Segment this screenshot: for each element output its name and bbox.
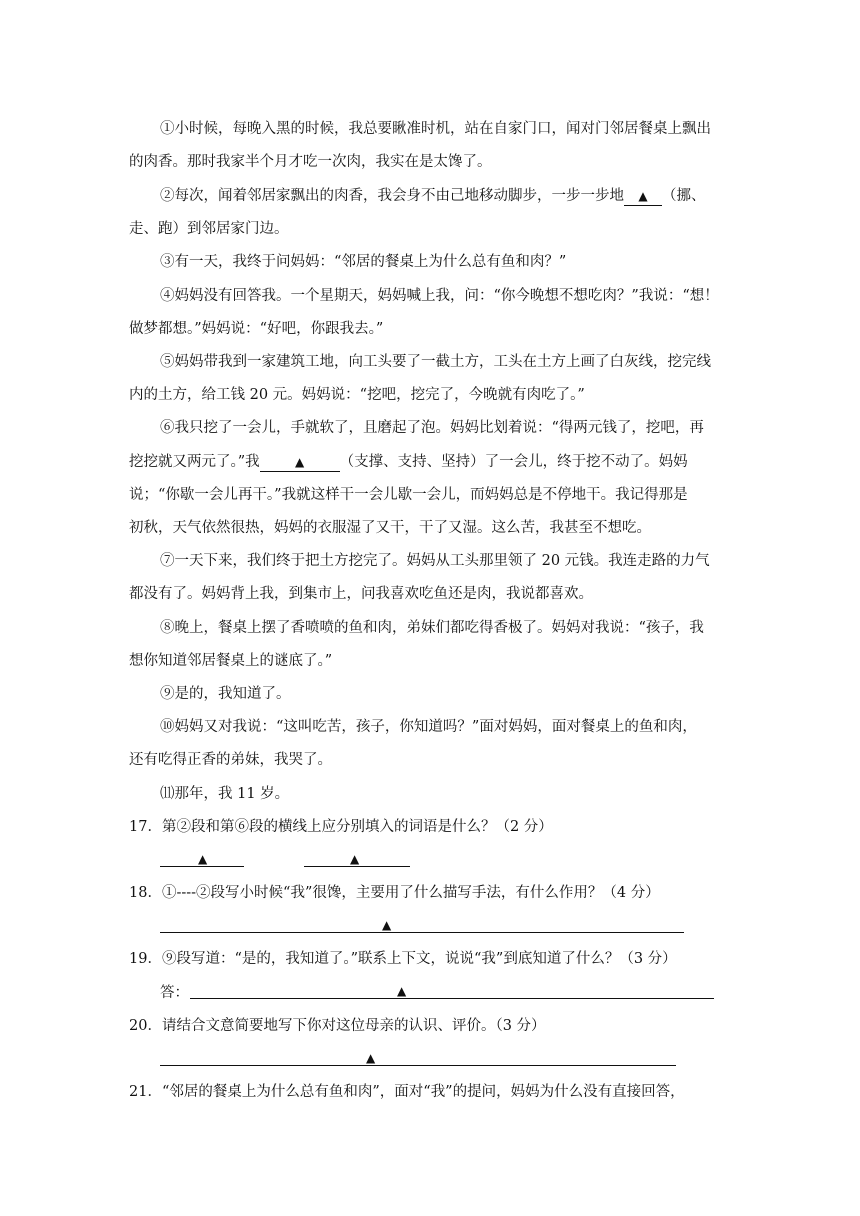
question-18: 18．①----②段写小时候“我”很馋，主要用了什么描写手法，有什么作用？（4 分）	[129, 885, 660, 901]
paragraph-11: ⑾那年，我 11 岁。	[160, 786, 290, 802]
paragraph-1-line-2: 的肉香。那时我家半个月才吃一次肉，我实在是太馋了。	[129, 154, 492, 170]
triangle-marker: ▲	[350, 852, 360, 866]
triangle-marker: ▲	[366, 1051, 376, 1065]
paragraph-8-line-2: 想你知道邻居餐桌上的谜底了。”	[129, 653, 333, 669]
fill-blank-2[interactable]	[260, 453, 340, 472]
paragraph-6-line-2	[129, 451, 688, 473]
question-20: 20．请结合文意简要地写下你对这位母亲的认识、评价。（3 分）	[129, 1018, 546, 1034]
paragraph-2-line-2: 走、跑）到邻居家门边。	[129, 221, 289, 237]
answer-18-line[interactable]	[160, 932, 684, 933]
paragraph-10-line-1: ⑩妈妈又对我说：“这叫吃苦，孩子，你知道吗？”面对妈妈，面对餐桌上的鱼和肉，	[160, 719, 697, 735]
triangle-marker: ▲	[295, 455, 305, 469]
paragraph-7-line-1: ⑦一天下来，我们终于把土方挖完了。妈妈从工头那里领了 20 元钱。我连走路的力气	[160, 553, 710, 569]
paragraph-2-text: ②每次，闻着邻居家飘出的肉香，我会身不由己地移动脚步，一步一步地	[160, 188, 624, 204]
paragraph-8-line-1: ⑧晚上，餐桌上摆了香喷喷的鱼和肉，弟妹们都吃得香极了。妈妈对我说：“孩子，我	[160, 620, 704, 636]
paragraph-5-line-2: 内的土方，给工钱 20 元。妈妈说：“挖吧，挖完了，今晚就有肉吃了。”	[129, 387, 585, 403]
fill-blank-1[interactable]	[624, 187, 662, 206]
paragraph-7-line-2: 都没有了。妈妈背上我，到集市上，问我喜欢吃鱼还是肉，我说都喜欢。	[129, 586, 593, 602]
paragraph-6-options: （支撑、支持、坚持）了一会儿，终于挖不动了。妈妈	[339, 454, 688, 470]
paragraph-5-line-1: ⑤妈妈带我到一家建筑工地，向工头要了一截土方，工头在土方上画了白灰线，挖完线	[160, 354, 711, 370]
paragraph-4-line-2: 做梦都想。”妈妈说：“好吧，你跟我去。”	[129, 321, 384, 337]
triangle-marker: ▲	[397, 984, 407, 998]
triangle-marker: ▲	[638, 189, 648, 203]
paragraph-6-text: 挖挖就又两元了。”我	[129, 454, 260, 470]
triangle-marker: ▲	[198, 852, 208, 866]
paragraph-9: ⑨是的，我知道了。	[160, 686, 291, 702]
answer-17-blank-1[interactable]	[160, 866, 244, 867]
paragraph-3: ③有一天，我终于问妈妈：“邻居的餐桌上为什么总有鱼和肉？”	[160, 254, 567, 270]
question-17: 17．第②段和第⑥段的横线上应分别填入的词语是什么？（2 分）	[129, 819, 553, 835]
paragraph-6-line-3: 说；“你歇一会儿再干。”我就这样干一会儿歇一会儿，而妈妈总是不停地干。我记得那是	[129, 487, 688, 503]
answer-label: 答：	[160, 985, 189, 1001]
paragraph-6-line-1: ⑥我只挖了一会儿，手就软了，且磨起了泡。妈妈比划着说：“得两元钱了，挖吧，再	[160, 420, 704, 436]
paragraph-2-options: （挪、	[662, 188, 706, 204]
triangle-marker: ▲	[382, 918, 392, 932]
question-19: 19．⑨段写道：“是的，我知道了。”联系上下文，说说“我”到底知道了什么？（3 分）	[129, 951, 677, 967]
answer-20-line[interactable]	[160, 1065, 676, 1066]
paragraph-6-line-4: 初秋，天气依然很热，妈妈的衣服湿了又干，干了又湿。这么苦，我甚至不想吃。	[129, 520, 651, 536]
paragraph-4-line-1: ④妈妈没有回答我。一个星期天，妈妈喊上我，问：“你今晚想不想吃肉？”我说：“想！	[160, 288, 719, 304]
paragraph-10-line-2: 还有吃得正香的弟妹，我哭了。	[129, 752, 332, 768]
paragraph-2-line-1	[160, 185, 706, 207]
answer-19-line[interactable]	[190, 998, 714, 999]
paragraph-1-line-1: ①小时候，每晚入黑的时候，我总要瞅准时机，站在自家门口，闻对门邻居餐桌上飘出	[160, 121, 711, 137]
answer-17-blank-2[interactable]	[304, 866, 410, 867]
question-21: 21．“邻居的餐桌上为什么总有鱼和肉”，面对“我”的提问，妈妈为什么没有直接回答，	[129, 1084, 685, 1100]
